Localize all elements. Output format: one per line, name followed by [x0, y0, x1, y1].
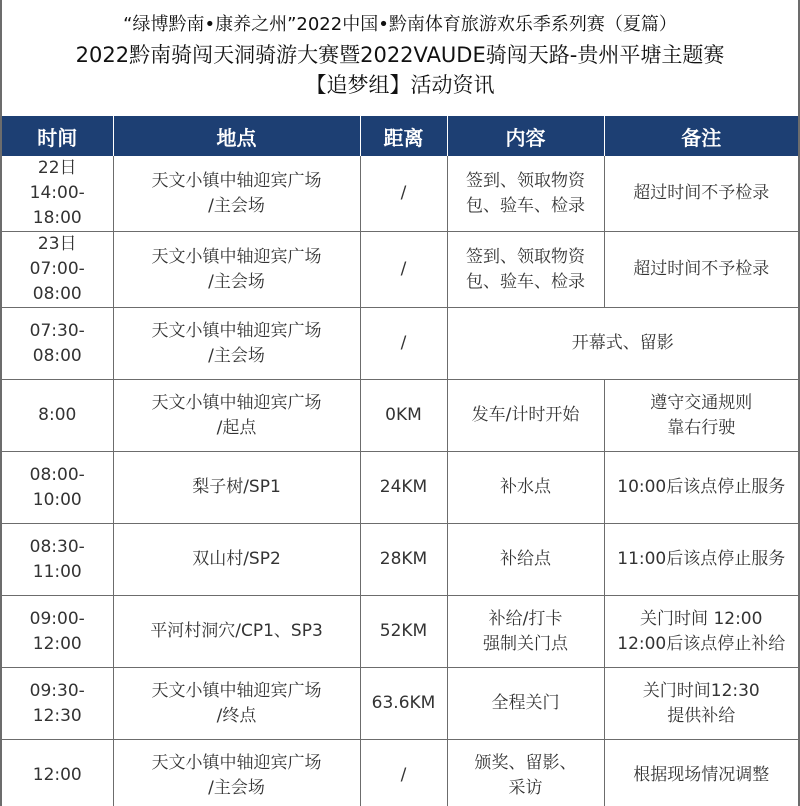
row-note: 关门时间 12:00 12:00后该点停止补给 — [604, 596, 798, 668]
row-content: 颁奖、留影、 采访 — [447, 740, 604, 806]
row-time: 07:30-08:00 — [2, 308, 113, 380]
row-time: 08:30-11:00 — [2, 524, 113, 596]
header-place: 地点 — [113, 116, 360, 156]
header-content: 内容 — [447, 116, 604, 156]
row-distance: 28KM — [360, 524, 447, 596]
header-note: 备注 — [604, 116, 798, 156]
row-place: 双山村/SP2 — [113, 524, 360, 596]
row-time: 09:30-12:30 — [2, 668, 113, 740]
row-distance: / — [360, 740, 447, 806]
row-time: 22日 14:00-18:00 — [2, 156, 113, 232]
row-content: 发车/计时开始 — [447, 380, 604, 452]
row-content: 补水点 — [447, 452, 604, 524]
table-row — [2, 380, 798, 452]
title-line-2: 2022黔南骑闯天洞骑游大赛暨2022VAUDE骑闯天路-贵州平塘主题赛 — [75, 43, 725, 67]
table-row — [2, 232, 798, 308]
row-content: 补给/打卡 强制关门点 — [447, 596, 604, 668]
table-row — [2, 668, 798, 740]
row-time: 09:00-12:00 — [2, 596, 113, 668]
table-row — [2, 524, 798, 596]
row-place: 天文小镇中轴迎宾广场 /终点 — [113, 668, 360, 740]
row-content: 全程关门 — [447, 668, 604, 740]
table-row — [2, 596, 798, 668]
table-header-row — [2, 116, 798, 156]
schedule-table — [2, 116, 798, 806]
row-content: 签到、领取物资 包、验车、检录 — [447, 156, 604, 232]
table-row — [2, 156, 798, 232]
row-time: 23日 07:00-08:00 — [2, 232, 113, 308]
row-content: 签到、领取物资 包、验车、检录 — [447, 232, 604, 308]
row-note: 关门时间12:30 提供补给 — [604, 668, 798, 740]
row-place: 天文小镇中轴迎宾广场 /主会场 — [113, 232, 360, 308]
title-block — [2, 0, 798, 116]
header-time: 时间 — [2, 116, 113, 156]
row-distance: / — [360, 232, 447, 308]
row-note: 超过时间不予检录 — [604, 156, 798, 232]
title-line-1: “绿博黔南•康养之州”2022中国•黔南体育旅游欢乐季系列赛（夏篇） — [123, 14, 677, 35]
row-place: 天文小镇中轴迎宾广场 /起点 — [113, 380, 360, 452]
row-distance: 52KM — [360, 596, 447, 668]
row-distance: 63.6KM — [360, 668, 447, 740]
table-row — [2, 452, 798, 524]
row-distance: 24KM — [360, 452, 447, 524]
row-distance: / — [360, 156, 447, 232]
row-distance: 0KM — [360, 380, 447, 452]
row-note: 11:00后该点停止服务 — [604, 524, 798, 596]
table-row — [2, 740, 798, 806]
row-place: 梨子树/SP1 — [113, 452, 360, 524]
row-content-note: 开幕式、留影 — [447, 308, 798, 380]
row-time: 08:00-10:00 — [2, 452, 113, 524]
header-distance: 距离 — [360, 116, 447, 156]
row-place: 天文小镇中轴迎宾广场 /主会场 — [113, 740, 360, 806]
row-content: 补给点 — [447, 524, 604, 596]
row-place: 平河村洞穴/CP1、SP3 — [113, 596, 360, 668]
row-time: 12:00 — [2, 740, 113, 806]
row-distance: / — [360, 308, 447, 380]
title-line-3: 【追梦组】活动资讯 — [305, 73, 495, 97]
row-place: 天文小镇中轴迎宾广场 /主会场 — [113, 156, 360, 232]
row-place: 天文小镇中轴迎宾广场 /主会场 — [113, 308, 360, 380]
row-note: 10:00后该点停止服务 — [604, 452, 798, 524]
row-note: 超过时间不予检录 — [604, 232, 798, 308]
table-row — [2, 308, 798, 380]
row-note: 遵守交通规则 靠右行驶 — [604, 380, 798, 452]
row-note: 根据现场情况调整 — [604, 740, 798, 806]
row-time: 8:00 — [2, 380, 113, 452]
